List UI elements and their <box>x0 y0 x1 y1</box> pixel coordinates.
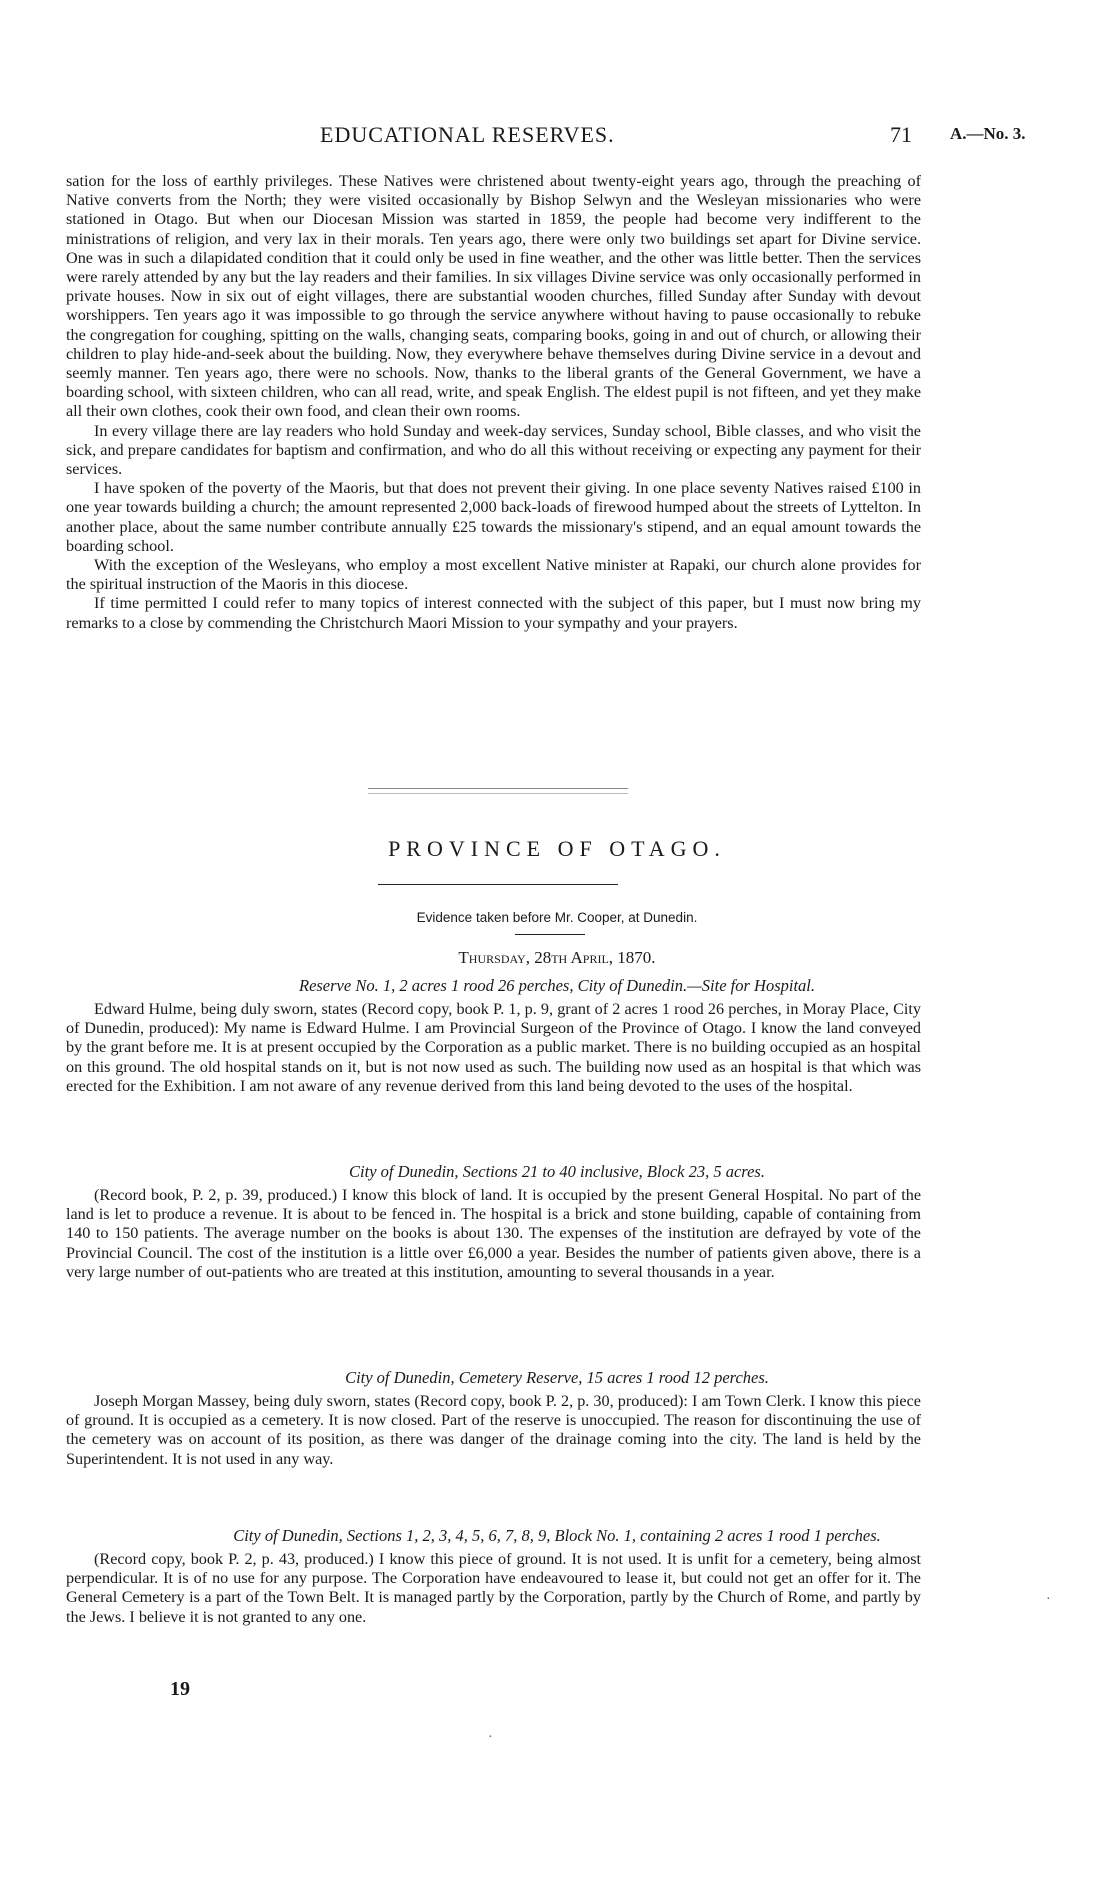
entry-text-3 <box>66 1392 921 1469</box>
entry-heading-4: City of Dunedin, Sections 1, 2, 3, 4, 5, 6, 7, 8, 9, Block No. 1, containing 2 acres 1 rood 1 perches. <box>233 1526 881 1545</box>
entry-text-1 <box>66 1000 921 1096</box>
intro-text <box>66 172 921 633</box>
running-head <box>0 122 1114 152</box>
entry-paragraph-1: Edward Hulme, being duly sworn, states (Record copy, book P. 1, p. 9, grant of 2 acres 1 rood 26 perches, in Moray Place, City of Dunedin, produced): My name is Edward Hulme. I am Provincial Surgeon of the Province of Otago. I know the land conveyed by the grant before me. It is at present occupied by the Corporation as a public market. There is no building occupied as an hospital on this ground. The old hospital stands on it, but is not now used as such. The building now used as an hospital is that which was erected for the Exhibition. I am not aware of any revenue derived from this land being devoted to the uses of the hospital. <box>66 1000 921 1095</box>
date-line: Thursday, 28th April, 1870. <box>458 948 656 967</box>
province-heading: PROVINCE OF OTAGO. <box>388 836 726 861</box>
signature-mark: 19 <box>170 1678 190 1700</box>
entry-paragraph-4: (Record copy, book P. 2, p. 43, produced.) I know this piece of ground. It is not used. It is unfit for a cemetery, being almost perpendicular. It is of no use for any purpose. The Corporation have endeavoured to lease it, but could not get an offer for it. The General Cemetery is a part of the Town Belt. It is managed partly by the Corporation, partly by the Church of Rome, and partly by the Jews. I believe it is not granted to any one. <box>66 1550 921 1626</box>
entry-paragraph-2: (Record book, P. 2, p. 39, produced.) I know this block of land. It is occupied by the present General Hospital. No part of the land is let to produce a revenue. It is about to be fenced in. The hospital is a brick and stone building, capable of containing from 140 to 150 patients. The average number on the books is about 130. The expenses of the institution are defrayed by vote of the Provincial Council. The cost of the institution is a little over £6,000 a year. Besides the number of patients given above, there is a very large number of out-patients who are treated at this institution, amounting to several thousands in a year. <box>66 1186 921 1281</box>
running-title: EDUCATIONAL RESERVES. <box>320 122 615 147</box>
stray-mark: · <box>488 1730 493 1745</box>
entry-paragraph-3: Joseph Morgan Massey, being duly sworn, states (Record copy, book P. 2, p. 30, produced): I am Town Clerk. I know this piece of ground. It is occupied as a cemetery. It is now closed. Part of the reserve is unoccupied. The reason for discontinuing the use of the cemetery was on account of its position, as there was danger of the drainage coming into the city. The land is held by the Superintendent. It is not used in any way. <box>66 1392 921 1468</box>
intro-paragraph-1: sation for the loss of earthly privileges. These Natives were christened about twenty-eight years ago, through the preaching of Native converts from the North; they were visited occasionally by Bishop Selwyn and the Wesleyan missionaries who were stationed in Otago. But when our Diocesan Mission was started in 1859, the people had become very indifferent to the ministrations of religion, and very lax in their morals. Ten years ago, there were only two buildings set apart for Divine service. One was in such a dilapidated condition that it could only be used in fine weather, and the other was little better. Then the services were rarely attended by any but the lay readers and their families. In six villages Divine service was only occasionally performed in private houses. Now in six out of eight villages, there are substantial wooden churches, filled Sunday after Sunday with devout worshippers. Ten years ago it was impossible to go through the service anywhere without having to pause occasionally to rebuke the congregation for coughing, spitting on the walls, changing seats, comparing books, going in and out of church, or allowing their children to play hide-and-seek about the building. Now, they everywhere behave themselves during Divine service in a devout and seemly manner. Ten years ago, there were no schools. Now, thanks to the liberal grants of the General Government, we have a boarding school, with sixteen children, who can all read, write, and speak English. The eldest pupil is not fifteen, and yet they make all their own clothes, cook their own food, and clean their own rooms. <box>66 172 921 421</box>
entry-text-2 <box>66 1186 921 1282</box>
page-number: 71 <box>890 122 912 147</box>
intro-paragraph-3: I have spoken of the poverty of the Maoris, but that does not prevent their giving. In one place seventy Natives raised £100 in one year towards building a church; the amount represented 2,000 back-loads of firewood humped about the streets of Lyttelton. In another place, about the same number contribute annually £25 towards the missionary's stipend, and an equal amount towards the boarding school. <box>66 479 921 555</box>
intro-paragraph-2: In every village there are lay readers who hold Sunday and week-day services, Sunday school, Bible classes, and who visit the sick, and prepare candidates for baptism and confirmation, and who do all this without receiving or expecting any payment for their services. <box>66 421 921 479</box>
entry-heading-3: City of Dunedin, Cemetery Reserve, 15 acres 1 rood 12 perches. <box>345 1368 769 1387</box>
entry-heading-1: Reserve No. 1, 2 acres 1 rood 26 perches, City of Dunedin.—Site for Hospital. <box>298 976 816 995</box>
stray-mark: · <box>1046 1592 1051 1607</box>
evidence-rule <box>515 934 585 935</box>
document-reference: A.—No. 3. <box>950 124 1026 143</box>
entry-heading-2: City of Dunedin, Sections 21 to 40 inclusive, Block 23, 5 acres. <box>349 1162 765 1181</box>
intro-paragraph-4: With the exception of the Wesleyans, who employ a most excellent Native minister at Rapaki, our church alone provides for the spiritual instruction of the Maoris in this diocese. <box>66 556 921 594</box>
entry-text-4 <box>66 1550 921 1627</box>
section-divider <box>368 788 628 794</box>
evidence-line: Evidence taken before Mr. Cooper, at Dunedin. <box>416 910 698 925</box>
province-rule <box>378 884 618 885</box>
intro-paragraph-5: If time permitted I could refer to many topics of interest connected with the subject of this paper, but I must now bring my remarks to a close by commending the Christchurch Maori Mission to your sympathy and your prayers. <box>66 594 921 632</box>
